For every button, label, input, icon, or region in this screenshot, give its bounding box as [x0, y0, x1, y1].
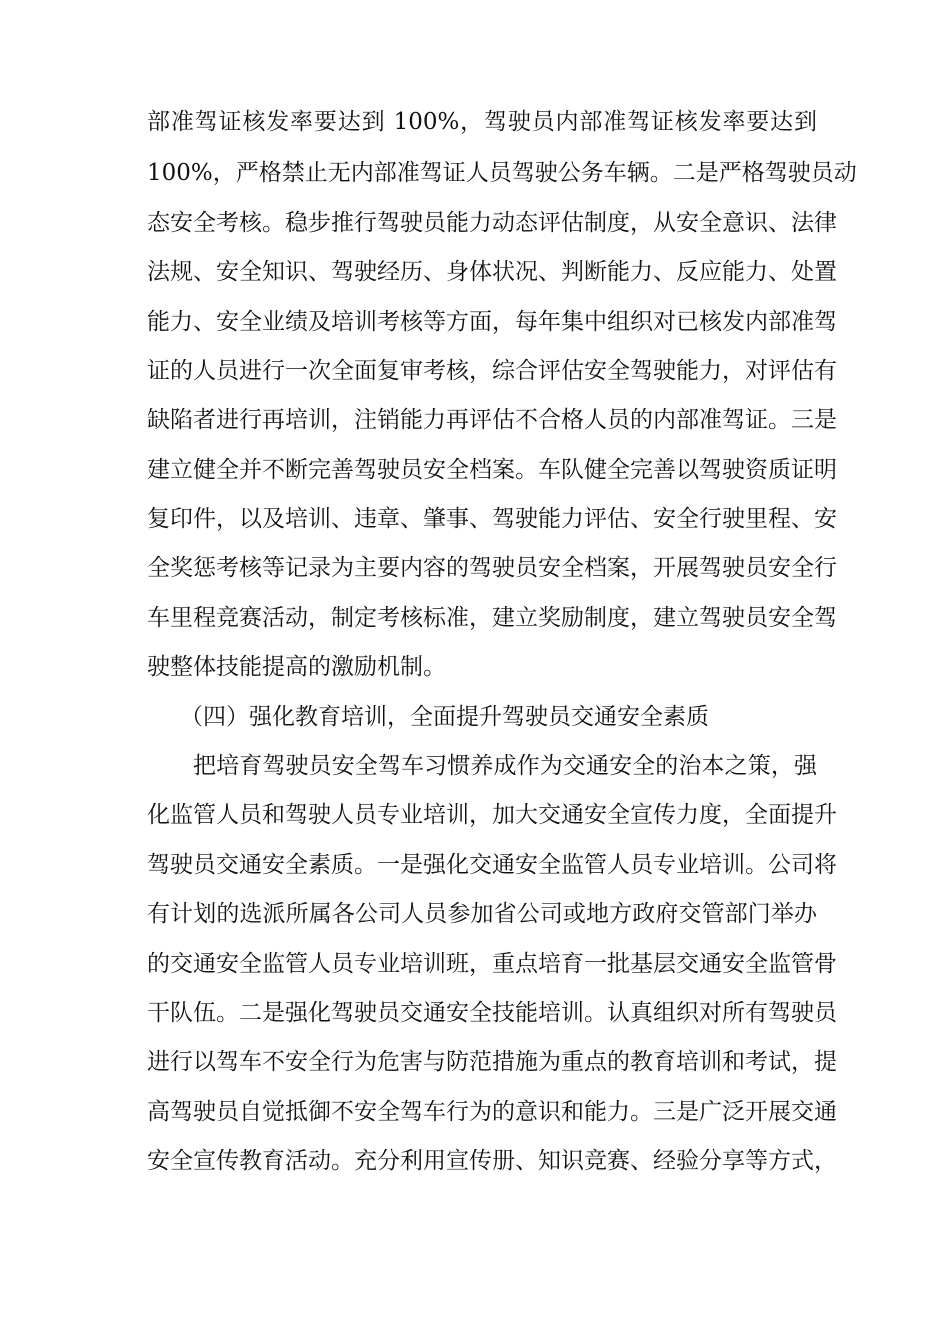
- body-text-line: 证的人员进行一次全面复审考核，综合评估安全驾驶能力，对评估有: [147, 358, 837, 384]
- body-text-line: 建立健全并不断完善驾驶员安全档案。车队健全完善以驾驶资质证明: [147, 457, 837, 483]
- section-heading: （四）强化教育培训，全面提升驾驶员交通安全素质: [180, 704, 709, 730]
- body-text-line: 化监管人员和驾驶人员专业培训，加大交通安全宣传力度，全面提升: [147, 802, 837, 828]
- body-text-line: 部准驾证核发率要达到 100%，驾驶员内部准驾证核发率要达到: [147, 109, 817, 135]
- body-text-line: 干队伍。二是强化驾驶员交通安全技能培训。认真组织对所有驾驶员: [147, 1000, 837, 1026]
- body-text-line: 进行以驾车不安全行为危害与防范措施为重点的教育培训和考试，提: [147, 1049, 837, 1075]
- body-text-line: 车里程竞赛活动，制定考核标准，建立奖励制度，建立驾驶员安全驾: [147, 605, 837, 631]
- body-text-line: 全奖惩考核等记录为主要内容的驾驶员安全档案，开展驾驶员安全行: [147, 555, 837, 581]
- body-text-line: 的交通安全监管人员专业培训班，重点培育一批基层交通安全监管骨: [147, 951, 837, 977]
- body-text-line: 复印件，以及培训、违章、肇事、驾驶能力评估、安全行驶里程、安: [147, 506, 837, 532]
- body-text-line: 100%，严格禁止无内部准驾证人员驾驶公务车辆。二是严格驾驶员动: [147, 160, 857, 186]
- body-text-line: 态安全考核。稳步推行驾驶员能力动态评估制度，从安全意识、法律: [147, 210, 837, 236]
- body-text-line: 驶整体技能提高的激励机制。: [147, 654, 446, 680]
- body-text-line: 驾驶员交通安全素质。一是强化交通安全监管人员专业培训。公司将: [147, 852, 837, 878]
- body-text-line: 缺陷者进行再培训，注销能力再评估不合格人员的内部准驾证。三是: [147, 407, 837, 433]
- body-text-line: 安全宣传教育活动。充分利用宣传册、知识竞赛、经验分享等方式，: [147, 1148, 837, 1174]
- body-text-line: 法规、安全知识、驾驶经历、身体状况、判断能力、反应能力、处置: [147, 259, 837, 285]
- body-text-line: 有计划的选派所属各公司人员参加省公司或地方政府交管部门举办: [147, 901, 817, 927]
- body-text-line: 高驾驶员自觉抵御不安全驾车行为的意识和能力。三是广泛开展交通: [147, 1099, 837, 1125]
- paragraph-first-line: 把培育驾驶员安全驾车习惯养成作为交通安全的治本之策，强: [193, 753, 817, 779]
- body-text-line: 能力、安全业绩及培训考核等方面，每年集中组织对已核发内部准驾: [147, 309, 837, 335]
